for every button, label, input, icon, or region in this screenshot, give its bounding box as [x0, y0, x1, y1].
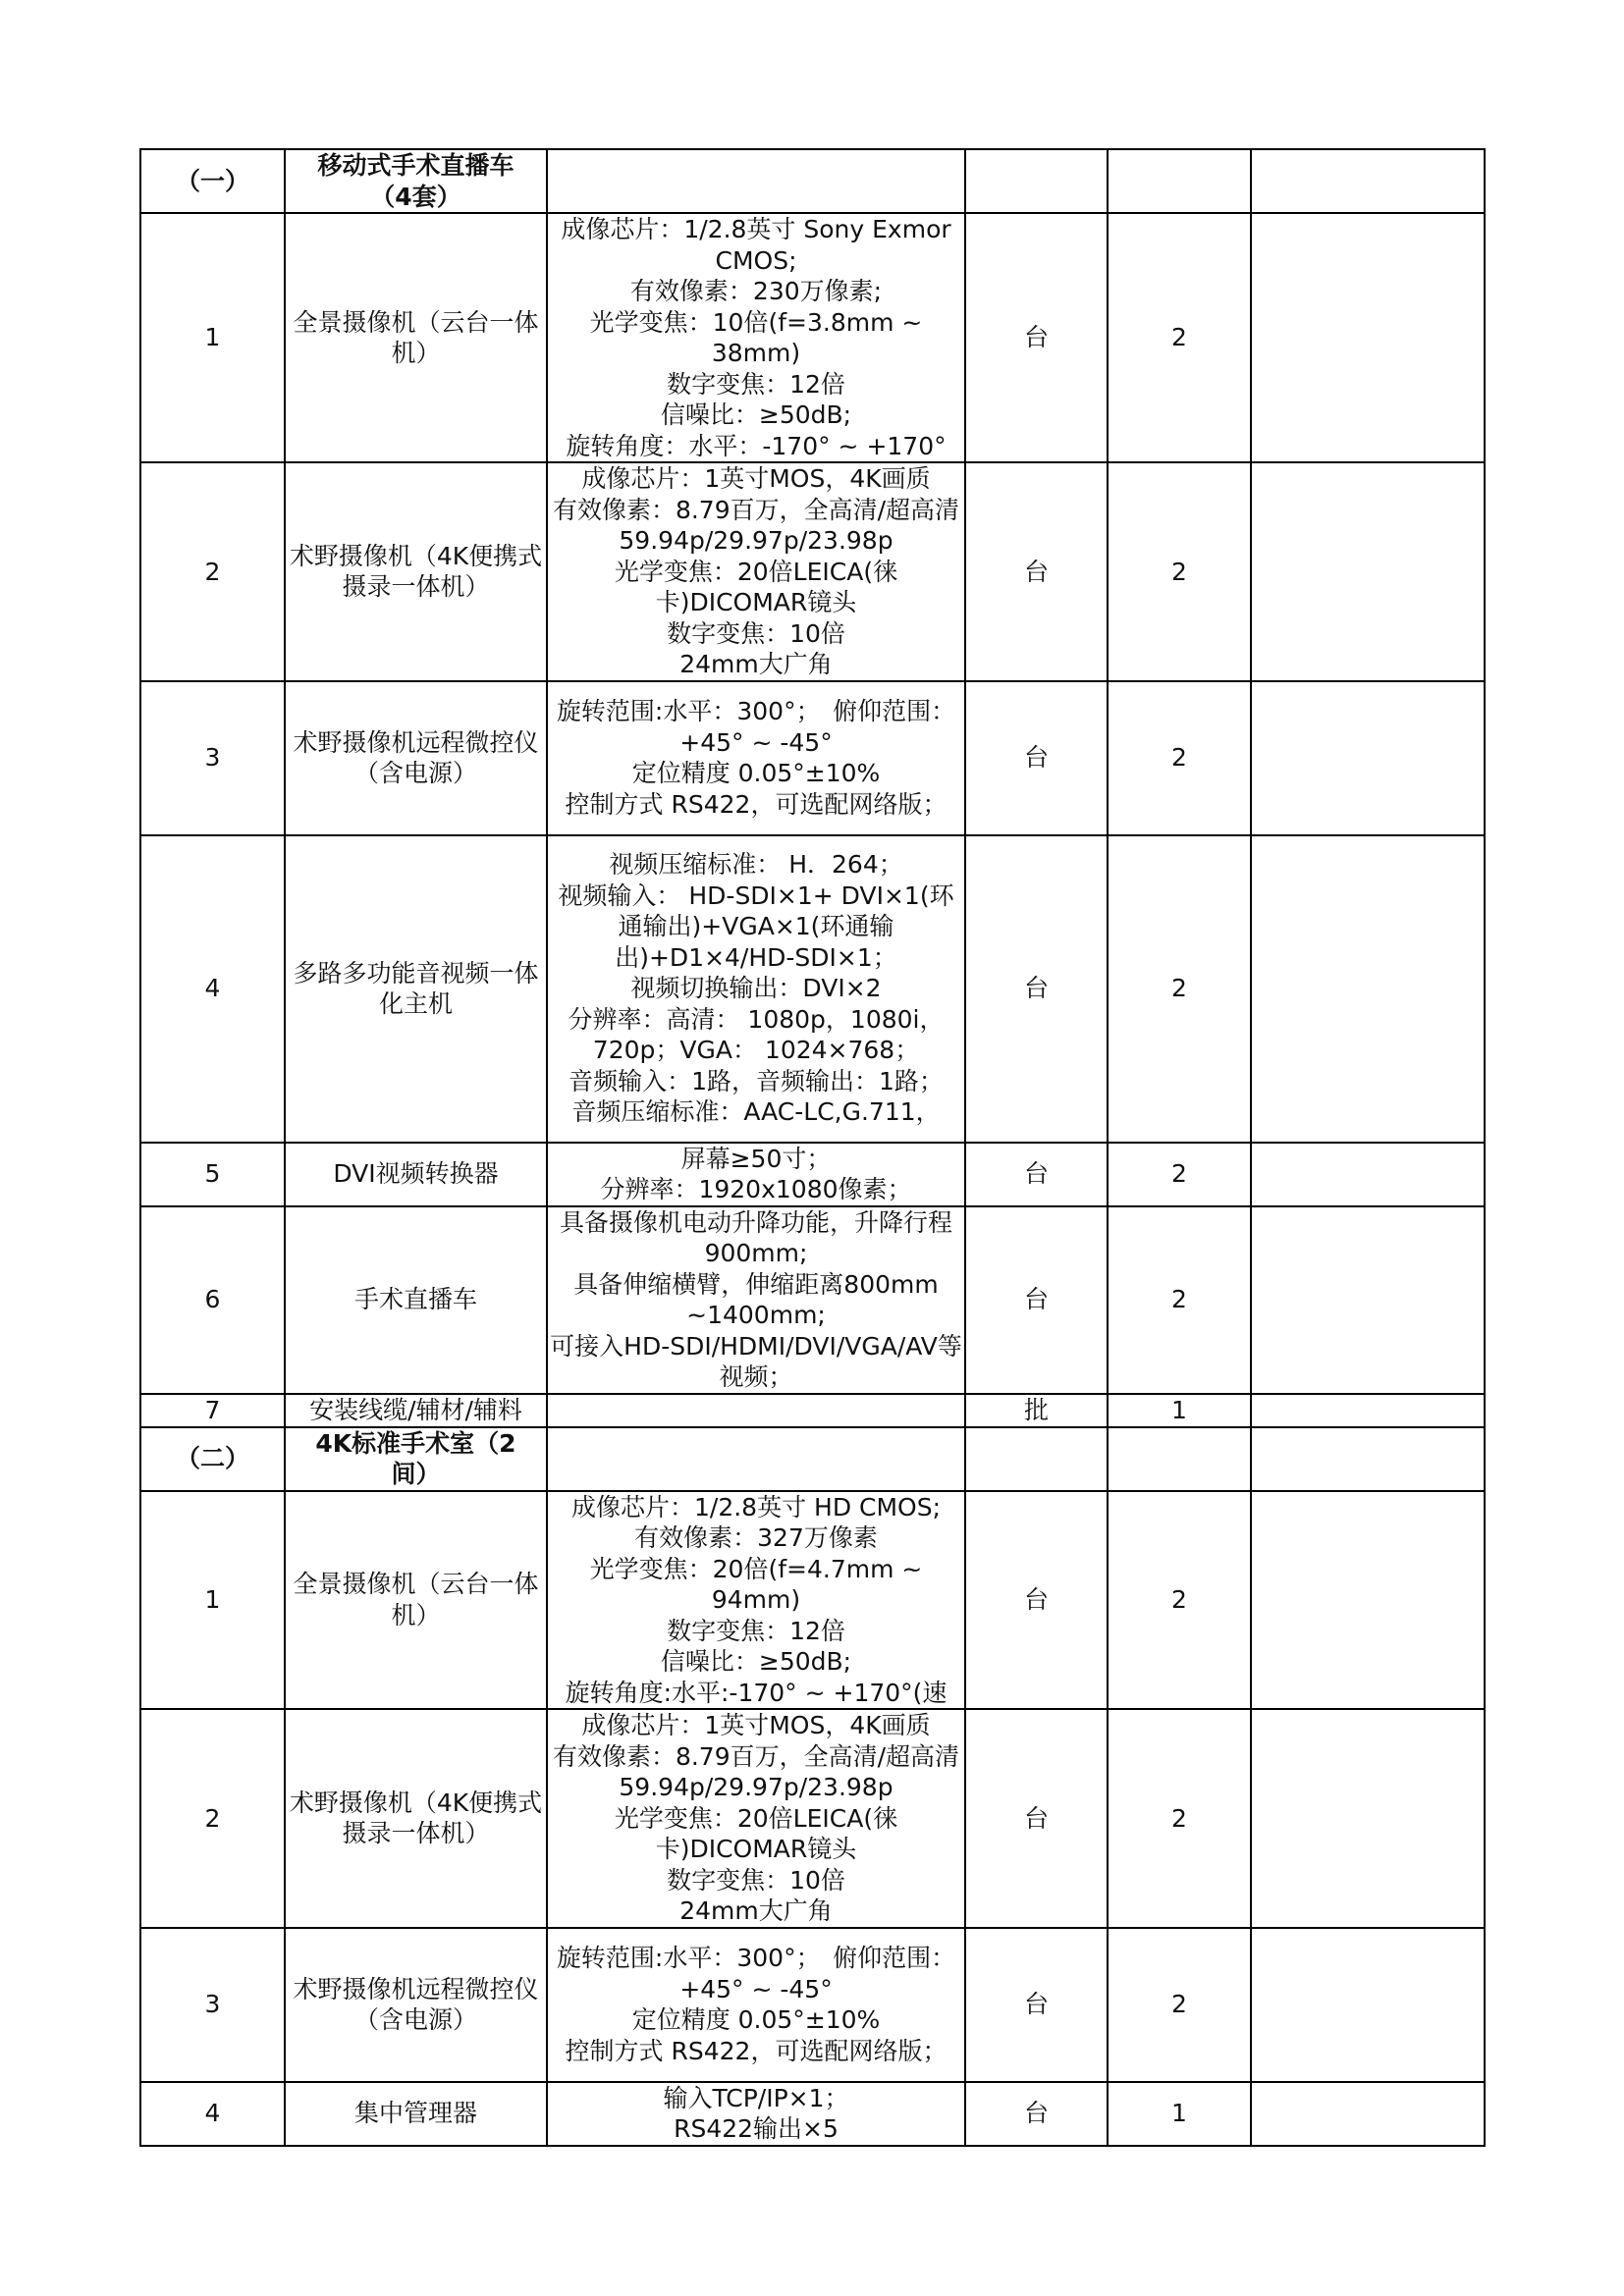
item-index: 2: [140, 1709, 285, 1928]
item-unit: 台: [965, 1143, 1108, 1206]
section-title: 4K标准手术室（2 间）: [285, 1427, 547, 1491]
section-number: （二）: [140, 1427, 285, 1491]
item-index: 3: [140, 681, 285, 835]
item-unit: 台: [965, 835, 1108, 1143]
item-qty: 1: [1108, 1394, 1251, 1427]
item-spec: 成像芯片：1英寸MOS，4K画质 有效像素：8.79百万，全高清/超高清59.94p/29.97p/23.98p 光学变焦：20倍LEICA(徕卡)DICOMAR镜头 数字变焦：10倍 24mm大广角: [547, 462, 965, 681]
item-name: 集中管理器: [285, 2082, 547, 2146]
item-note: [1251, 681, 1485, 835]
item-unit: 台: [965, 213, 1108, 462]
table-cell: [1251, 1427, 1485, 1491]
item-index: 5: [140, 1143, 285, 1206]
item-unit: 台: [965, 462, 1108, 681]
item-index: 4: [140, 2082, 285, 2146]
item-spec: 成像芯片：1/2.8英寸 Sony Exmor CMOS; 有效像素：230万像素; 光学变焦：10倍(f=3.8mm ~ 38mm) 数字变焦：12倍 信噪比：≥50dB; 旋转角度：水平：-170° ~ +170°: [547, 213, 965, 462]
item-note: [1251, 213, 1485, 462]
item-qty: 2: [1108, 681, 1251, 835]
item-spec: 屏幕≥50寸； 分辨率：1920x1080像素；: [547, 1143, 965, 1206]
item-qty: 2: [1108, 835, 1251, 1143]
table-cell: [1108, 1427, 1251, 1491]
item-name: 安装线缆/辅材/辅料: [285, 1394, 547, 1427]
item-name: DVI视频转换器: [285, 1143, 547, 1206]
table-row: [140, 462, 1485, 681]
item-index: 7: [140, 1394, 285, 1427]
item-name: 手术直播车: [285, 1206, 547, 1394]
item-spec: 具备摄像机电动升降功能，升降行程900mm; 具备伸缩横臂，伸缩距离800mm ~1400mm; 可接入HD-SDI/HDMI/DVI/VGA/AV等视频；: [547, 1206, 965, 1394]
item-qty: 2: [1108, 462, 1251, 681]
item-note: [1251, 462, 1485, 681]
equipment-spec-table: [139, 148, 1486, 2147]
table-row: [140, 1143, 1485, 1206]
item-qty: 1: [1108, 2082, 1251, 2146]
item-name: 多路多功能音视频一体化主机: [285, 835, 547, 1143]
item-spec: 输入TCP/IP×1； RS422输出×5: [547, 2082, 965, 2146]
item-unit: 台: [965, 681, 1108, 835]
table-row: [140, 2082, 1485, 2146]
item-unit: 台: [965, 1928, 1108, 2082]
item-name: 全景摄像机（云台一体机）: [285, 213, 547, 462]
table-cell: [547, 1427, 965, 1491]
item-qty: 2: [1108, 213, 1251, 462]
item-unit: 台: [965, 1709, 1108, 1928]
section-header-row: [140, 149, 1485, 213]
table-cell: [1108, 149, 1251, 213]
table-row: [140, 1394, 1485, 1427]
item-index: 2: [140, 462, 285, 681]
item-name: 术野摄像机远程微控仪（含电源）: [285, 1928, 547, 2082]
section-header-row: [140, 1427, 1485, 1491]
item-name: 术野摄像机远程微控仪（含电源）: [285, 681, 547, 835]
table-row: [140, 1491, 1485, 1710]
table-cell: [965, 1427, 1108, 1491]
item-name: 术野摄像机（4K便携式摄录一体机）: [285, 1709, 547, 1928]
item-index: 4: [140, 835, 285, 1143]
table-cell: [965, 149, 1108, 213]
item-note: [1251, 1206, 1485, 1394]
item-note: [1251, 1928, 1485, 2082]
item-spec: 成像芯片：1/2.8英寸 HD CMOS; 有效像素：327万像素 光学变焦：20倍(f=4.7mm ~ 94mm) 数字变焦：12倍 信噪比：≥50dB; 旋转角度:水平:-170° ~ +170°(速: [547, 1491, 965, 1710]
item-unit: 批: [965, 1394, 1108, 1427]
item-unit: 台: [965, 1491, 1108, 1710]
item-unit: 台: [965, 2082, 1108, 2146]
item-qty: 2: [1108, 1709, 1251, 1928]
item-note: [1251, 835, 1485, 1143]
table-cell: [547, 149, 965, 213]
item-index: 1: [140, 213, 285, 462]
item-unit: 台: [965, 1206, 1108, 1394]
item-spec: 视频压缩标准： H．264； 视频输入： HD-SDI×1+ DVI×1(环通输出)+VGA×1(环通输出)+D1×4/HD-SDI×1； 视频切换输出：DVI×2 分辨率：高清： 1080p，1080i，720p；VGA： 1024×768； 音频输入：1路，音频输出：1路； 音频压缩标准：AAC-LC,G.711，: [547, 835, 965, 1143]
item-spec: 旋转范围:水平：300°； 俯仰范围：+45° ~ -45° 定位精度 0.05°±10% 控制方式 RS422，可选配网络版；: [547, 1928, 965, 2082]
table-row: [140, 1928, 1485, 2082]
item-spec: 旋转范围:水平：300°； 俯仰范围：+45° ~ -45° 定位精度 0.05°±10% 控制方式 RS422，可选配网络版；: [547, 681, 965, 835]
item-name: 全景摄像机（云台一体机）: [285, 1491, 547, 1710]
item-index: 1: [140, 1491, 285, 1710]
table-row: [140, 1206, 1485, 1394]
item-index: 3: [140, 1928, 285, 2082]
item-qty: 2: [1108, 1491, 1251, 1710]
table-row: [140, 1709, 1485, 1928]
table-row: [140, 213, 1485, 462]
item-index: 6: [140, 1206, 285, 1394]
table-row: [140, 681, 1485, 835]
item-spec: [547, 1394, 965, 1427]
item-qty: 2: [1108, 1206, 1251, 1394]
table-row: [140, 835, 1485, 1143]
section-title: 移动式手术直播车 （4套）: [285, 149, 547, 213]
item-note: [1251, 1394, 1485, 1427]
item-note: [1251, 1143, 1485, 1206]
item-note: [1251, 1491, 1485, 1710]
item-note: [1251, 2082, 1485, 2146]
item-qty: 2: [1108, 1143, 1251, 1206]
item-spec: 成像芯片：1英寸MOS，4K画质 有效像素：8.79百万，全高清/超高清59.94p/29.97p/23.98p 光学变焦：20倍LEICA(徕卡)DICOMAR镜头 数字变焦：10倍 24mm大广角: [547, 1709, 965, 1928]
table-cell: [1251, 149, 1485, 213]
item-name: 术野摄像机（4K便携式摄录一体机）: [285, 462, 547, 681]
section-number: （一）: [140, 149, 285, 213]
item-note: [1251, 1709, 1485, 1928]
item-qty: 2: [1108, 1928, 1251, 2082]
